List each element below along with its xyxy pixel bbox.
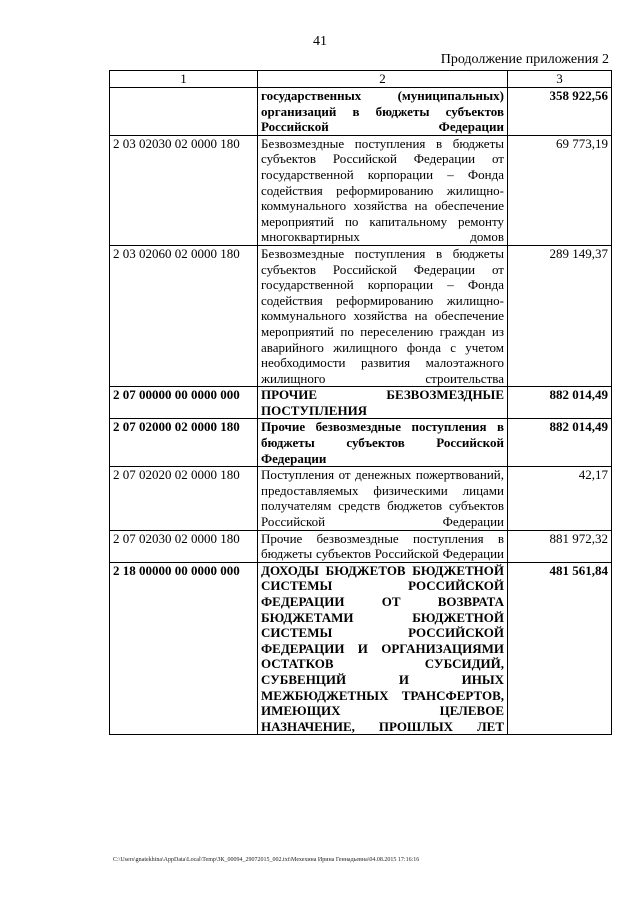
row-code: 2 07 02000 02 0000 180 xyxy=(110,419,258,467)
table-row xyxy=(110,88,612,136)
row-description: государственных (муниципальных) организаций в бюджеты субъектов Российской Федерации xyxy=(258,88,508,136)
table-row xyxy=(110,387,612,419)
row-amount: 881 972,32 xyxy=(508,530,612,562)
column-header: 2 xyxy=(258,71,508,88)
table-row xyxy=(110,562,612,735)
row-code xyxy=(110,88,258,136)
row-description: ДОХОДЫ БЮДЖЕТОВ БЮДЖЕТНОЙ СИСТЕМЫ РОССИЙСКОЙ ФЕДЕРАЦИИ ОТ ВОЗВРАТА БЮДЖЕТАМИ БЮДЖЕТНОЙ СИСТЕМЫ РОССИЙСКОЙ ФЕДЕРАЦИИ И ОРГАНИЗАЦИЯМИ ОСТАТКОВ СУБСИДИЙ, СУБВЕНЦИЙ И ИНЫХ МЕЖБЮДЖЕТНЫХ ТРАНСФЕРТОВ, ИМЕЮЩИХ ЦЕЛЕВОЕ НАЗНАЧЕНИЕ, ПРОШЛЫХ ЛЕТ xyxy=(258,562,508,735)
row-amount: 882 014,49 xyxy=(508,419,612,467)
row-code: 2 03 02030 02 0000 180 xyxy=(110,135,258,245)
row-description: Поступления от денежных пожертвований, предоставляемых физическими лицами получателям средств бюджетов субъектов Российской Федерации xyxy=(258,467,508,530)
row-code: 2 07 02020 02 0000 180 xyxy=(110,467,258,530)
row-description: ПРОЧИЕ БЕЗВОЗМЕЗДНЫЕ ПОСТУПЛЕНИЯ xyxy=(258,387,508,419)
table-row xyxy=(110,467,612,530)
row-description: Безвозмездные поступления в бюджеты субъектов Российской Федерации от государственной корпорации – Фонда содействия реформированию жилищно-коммунального хозяйства на обеспечение мероприятий по капитальному ремонту многоквартирных домов xyxy=(258,135,508,245)
budget-table xyxy=(109,70,612,735)
page-number: 41 xyxy=(313,34,327,49)
table-row xyxy=(110,135,612,245)
row-amount: 358 922,56 xyxy=(508,88,612,136)
table-row xyxy=(110,245,612,386)
row-amount: 69 773,19 xyxy=(508,135,612,245)
table-row xyxy=(110,530,612,562)
column-header: 3 xyxy=(508,71,612,88)
continuation-title: Продолжение приложения 2 xyxy=(440,52,609,67)
row-code: 2 07 02030 02 0000 180 xyxy=(110,530,258,562)
row-amount: 289 149,37 xyxy=(508,245,612,386)
row-amount: 481 561,84 xyxy=(508,562,612,735)
row-code: 2 07 00000 00 0000 000 xyxy=(110,387,258,419)
footer-file-path: C:\Users\gnatekhina\AppData\Local\Temp\ЗК_00094_29072015_002.txt\Мехехина Ирина Геннадьевна\04.08.2015 17:16:16 xyxy=(113,857,420,863)
row-amount: 882 014,49 xyxy=(508,387,612,419)
table-row xyxy=(110,419,612,467)
table-header-row xyxy=(110,71,612,88)
row-amount: 42,17 xyxy=(508,467,612,530)
row-code: 2 03 02060 02 0000 180 xyxy=(110,245,258,386)
row-description: Безвозмездные поступления в бюджеты субъектов Российской Федерации от государственной корпорации – Фонда содействия реформированию жилищно-коммунального хозяйства на обеспечение мероприятий по переселению граждан из аварийного жилищного фонда с учетом необходимости развития малоэтажного жилищного строительства xyxy=(258,245,508,386)
column-header: 1 xyxy=(110,71,258,88)
row-code: 2 18 00000 00 0000 000 xyxy=(110,562,258,735)
row-description: Прочие безвозмездные поступления в бюджеты субъектов Российской Федерации xyxy=(258,419,508,467)
row-description: Прочие безвозмездные поступления в бюджеты субъектов Российской Федерации xyxy=(258,530,508,562)
